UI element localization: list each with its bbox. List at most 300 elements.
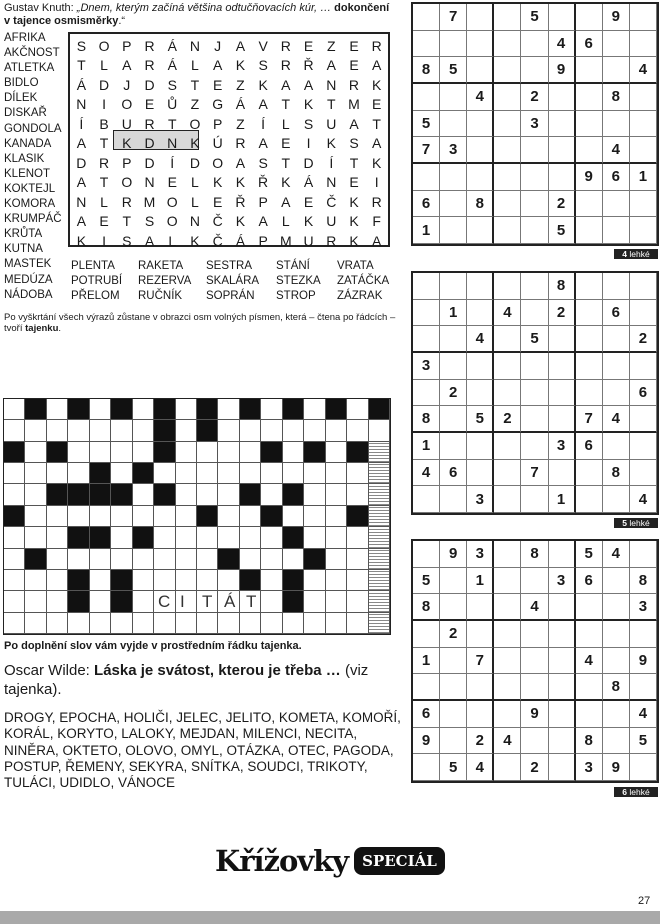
- sudoku-cell[interactable]: [494, 111, 521, 138]
- crossword-cell[interactable]: [154, 484, 175, 505]
- sudoku-cell[interactable]: [467, 380, 494, 407]
- sudoku-cell[interactable]: [603, 217, 630, 244]
- sudoku-cell[interactable]: [440, 191, 467, 218]
- sudoku-cell[interactable]: 8: [413, 57, 440, 84]
- crossword-cell[interactable]: [47, 506, 68, 527]
- sudoku-cell[interactable]: 4: [630, 57, 657, 84]
- sudoku-cell[interactable]: [494, 84, 521, 111]
- sudoku-cell[interactable]: 5: [440, 57, 467, 84]
- sudoku-cell[interactable]: [521, 273, 548, 300]
- crossword-cell[interactable]: [369, 484, 390, 505]
- crossword-cell[interactable]: [68, 613, 89, 634]
- crossword-cell[interactable]: [90, 613, 111, 634]
- crossword-cell[interactable]: [326, 570, 347, 591]
- sudoku-cell[interactable]: [413, 4, 440, 31]
- crossword-cell[interactable]: [369, 527, 390, 548]
- sudoku-cell[interactable]: [494, 621, 521, 648]
- sudoku-cell[interactable]: [521, 674, 548, 701]
- crossword-cell[interactable]: [133, 506, 154, 527]
- crossword-cell[interactable]: [347, 527, 368, 548]
- sudoku-cell[interactable]: [440, 406, 467, 433]
- sudoku-cell[interactable]: 6: [440, 460, 467, 487]
- crossword-cell[interactable]: [240, 442, 261, 463]
- crossword-cell[interactable]: [369, 463, 390, 484]
- sudoku-cell[interactable]: [549, 353, 576, 380]
- sudoku-cell[interactable]: 3: [576, 754, 603, 781]
- sudoku-cell[interactable]: [521, 728, 548, 755]
- sudoku-cell[interactable]: [630, 433, 657, 460]
- crossword-cell[interactable]: [154, 570, 175, 591]
- sudoku-cell[interactable]: [630, 4, 657, 31]
- sudoku-cell[interactable]: [576, 300, 603, 327]
- crossword-cell[interactable]: [261, 570, 282, 591]
- crossword-cell[interactable]: [47, 442, 68, 463]
- crossword-cell[interactable]: [240, 463, 261, 484]
- sudoku-cell[interactable]: [413, 380, 440, 407]
- sudoku-cell[interactable]: [576, 380, 603, 407]
- sudoku-cell[interactable]: [494, 353, 521, 380]
- sudoku-cell[interactable]: [467, 57, 494, 84]
- sudoku-cell[interactable]: 4: [494, 728, 521, 755]
- sudoku-cell[interactable]: [494, 191, 521, 218]
- sudoku-cell[interactable]: [467, 621, 494, 648]
- sudoku-cell[interactable]: 5: [413, 568, 440, 595]
- crossword-cell[interactable]: [369, 506, 390, 527]
- sudoku-cell[interactable]: [576, 137, 603, 164]
- sudoku-cell[interactable]: [630, 674, 657, 701]
- sudoku-cell[interactable]: [576, 701, 603, 728]
- crossword-cell[interactable]: [25, 484, 46, 505]
- sudoku-cell[interactable]: 3: [467, 541, 494, 568]
- sudoku-cell[interactable]: [521, 486, 548, 513]
- crossword-cell[interactable]: [304, 484, 325, 505]
- crossword-cell[interactable]: [304, 613, 325, 634]
- sudoku-cell[interactable]: 2: [521, 84, 548, 111]
- crossword-cell[interactable]: [68, 527, 89, 548]
- sudoku-cell[interactable]: [440, 486, 467, 513]
- sudoku-cell[interactable]: [576, 353, 603, 380]
- crossword-cell[interactable]: [326, 549, 347, 570]
- sudoku-cell[interactable]: 5: [413, 111, 440, 138]
- sudoku-cell[interactable]: 2: [494, 406, 521, 433]
- sudoku-cell[interactable]: 9: [576, 164, 603, 191]
- sudoku-cell[interactable]: [440, 594, 467, 621]
- sudoku-cell[interactable]: 4: [603, 137, 630, 164]
- sudoku-cell[interactable]: [521, 300, 548, 327]
- sudoku-cell[interactable]: [549, 460, 576, 487]
- crossword-cell[interactable]: [154, 506, 175, 527]
- sudoku-cell[interactable]: [494, 486, 521, 513]
- crossword-cell[interactable]: [369, 399, 390, 420]
- crossword-cell[interactable]: [25, 591, 46, 612]
- sudoku-cell[interactable]: [494, 273, 521, 300]
- sudoku-cell[interactable]: [549, 406, 576, 433]
- crossword-cell[interactable]: [90, 463, 111, 484]
- sudoku-cell[interactable]: 9: [413, 728, 440, 755]
- sudoku-cell[interactable]: [576, 191, 603, 218]
- crossword-cell[interactable]: [176, 399, 197, 420]
- crossword-cell[interactable]: [176, 484, 197, 505]
- sudoku-cell[interactable]: 7: [413, 137, 440, 164]
- sudoku-cell[interactable]: [440, 326, 467, 353]
- sudoku-cell[interactable]: [494, 4, 521, 31]
- crossword-cell[interactable]: [347, 442, 368, 463]
- crossword-cell[interactable]: [218, 484, 239, 505]
- sudoku-cell[interactable]: 8: [603, 460, 630, 487]
- sudoku-cell[interactable]: 6: [576, 31, 603, 58]
- sudoku-cell[interactable]: 7: [576, 406, 603, 433]
- sudoku-cell[interactable]: [549, 164, 576, 191]
- crossword-cell[interactable]: [326, 442, 347, 463]
- sudoku-cell[interactable]: [494, 137, 521, 164]
- sudoku-cell[interactable]: [603, 273, 630, 300]
- crossword-cell[interactable]: [326, 527, 347, 548]
- sudoku-cell[interactable]: [413, 300, 440, 327]
- sudoku-cell[interactable]: [440, 674, 467, 701]
- crossword-cell[interactable]: [240, 613, 261, 634]
- sudoku-cell[interactable]: [413, 164, 440, 191]
- crossword-cell[interactable]: [240, 527, 261, 548]
- sudoku-cell[interactable]: [521, 31, 548, 58]
- crossword-cell[interactable]: [218, 613, 239, 634]
- sudoku-cell[interactable]: [440, 648, 467, 675]
- sudoku-cell[interactable]: [576, 621, 603, 648]
- sudoku-cell[interactable]: 4: [576, 648, 603, 675]
- sudoku-cell[interactable]: [549, 84, 576, 111]
- crossword-cell[interactable]: [218, 527, 239, 548]
- sudoku-cell[interactable]: 7: [521, 460, 548, 487]
- sudoku-cell[interactable]: 4: [467, 754, 494, 781]
- sudoku-cell[interactable]: 1: [630, 164, 657, 191]
- sudoku-cell[interactable]: [630, 31, 657, 58]
- crossword-cell[interactable]: [369, 420, 390, 441]
- crossword-cell[interactable]: [261, 484, 282, 505]
- sudoku-cell[interactable]: [603, 433, 630, 460]
- crossword-cell[interactable]: [197, 549, 218, 570]
- sudoku-cell[interactable]: 1: [440, 300, 467, 327]
- sudoku-cell[interactable]: 2: [521, 754, 548, 781]
- crossword-cell[interactable]: [326, 484, 347, 505]
- crossword-cell[interactable]: [369, 613, 390, 634]
- crossword-cell[interactable]: [218, 549, 239, 570]
- sudoku-cell[interactable]: 1: [413, 648, 440, 675]
- crossword-cell[interactable]: [347, 463, 368, 484]
- sudoku-cell[interactable]: [603, 31, 630, 58]
- sudoku-cell[interactable]: [630, 137, 657, 164]
- sudoku-cell[interactable]: [440, 353, 467, 380]
- sudoku-cell[interactable]: [630, 406, 657, 433]
- crossword-cell[interactable]: [218, 442, 239, 463]
- sudoku-cell[interactable]: [413, 621, 440, 648]
- crossword-cell[interactable]: [218, 420, 239, 441]
- sudoku-cell[interactable]: [576, 217, 603, 244]
- crossword-cell[interactable]: [90, 506, 111, 527]
- sudoku-cell[interactable]: 5: [467, 406, 494, 433]
- sudoku-cell[interactable]: 5: [549, 217, 576, 244]
- sudoku-cell[interactable]: 8: [549, 273, 576, 300]
- sudoku-cell[interactable]: 3: [549, 433, 576, 460]
- sudoku-cell[interactable]: [467, 701, 494, 728]
- sudoku-cell[interactable]: 4: [630, 486, 657, 513]
- crossword-cell[interactable]: [369, 591, 390, 612]
- sudoku-cell[interactable]: [603, 111, 630, 138]
- sudoku-cell[interactable]: 8: [521, 541, 548, 568]
- crossword-cell[interactable]: [197, 399, 218, 420]
- sudoku-cell[interactable]: 6: [603, 164, 630, 191]
- sudoku-cell[interactable]: [494, 568, 521, 595]
- crossword-cell[interactable]: [4, 463, 25, 484]
- sudoku-cell[interactable]: [603, 568, 630, 595]
- crossword-cell[interactable]: [261, 506, 282, 527]
- crossword-cell[interactable]: [68, 591, 89, 612]
- sudoku-cell[interactable]: 3: [521, 111, 548, 138]
- sudoku-cell[interactable]: [549, 326, 576, 353]
- sudoku-cell[interactable]: [413, 84, 440, 111]
- crossword-cell[interactable]: [25, 506, 46, 527]
- sudoku-cell[interactable]: 4: [630, 701, 657, 728]
- crossword-cell[interactable]: [283, 591, 304, 612]
- sudoku-cell[interactable]: [603, 594, 630, 621]
- sudoku-cell[interactable]: [549, 648, 576, 675]
- sudoku-cell[interactable]: 2: [549, 300, 576, 327]
- sudoku-cell[interactable]: 5: [521, 4, 548, 31]
- sudoku-cell[interactable]: [494, 674, 521, 701]
- sudoku-cell[interactable]: [603, 326, 630, 353]
- sudoku-cell[interactable]: [494, 326, 521, 353]
- sudoku-cell[interactable]: 8: [413, 406, 440, 433]
- crossword-cell[interactable]: [111, 613, 132, 634]
- crossword-cell[interactable]: [4, 613, 25, 634]
- sudoku-cell[interactable]: [521, 433, 548, 460]
- crossword-cell[interactable]: [133, 399, 154, 420]
- crossword-cell[interactable]: [111, 549, 132, 570]
- crossword-cell[interactable]: [197, 442, 218, 463]
- crossword-cell[interactable]: [4, 549, 25, 570]
- crossword-cell[interactable]: [133, 484, 154, 505]
- crossword-cell[interactable]: [111, 591, 132, 612]
- crossword-cell[interactable]: [47, 527, 68, 548]
- crossword-cell[interactable]: [283, 420, 304, 441]
- crossword-cell[interactable]: [68, 549, 89, 570]
- sudoku-cell[interactable]: [630, 273, 657, 300]
- crossword-cell[interactable]: [197, 463, 218, 484]
- crossword-cell[interactable]: [240, 506, 261, 527]
- sudoku-cell[interactable]: [440, 31, 467, 58]
- crossword-cell[interactable]: [240, 420, 261, 441]
- crossword-cell[interactable]: [283, 570, 304, 591]
- crossword-cell[interactable]: [240, 549, 261, 570]
- crossword-cell[interactable]: [326, 591, 347, 612]
- sudoku-cell[interactable]: [603, 648, 630, 675]
- crossword-cell[interactable]: [176, 506, 197, 527]
- sudoku-cell[interactable]: 8: [576, 728, 603, 755]
- crossword-cell[interactable]: [261, 420, 282, 441]
- crossword-cell[interactable]: [47, 420, 68, 441]
- crossword-cell[interactable]: [240, 484, 261, 505]
- sudoku-cell[interactable]: [576, 594, 603, 621]
- crossword-cell[interactable]: [176, 420, 197, 441]
- crossword-cell[interactable]: [68, 399, 89, 420]
- sudoku-cell[interactable]: 8: [630, 568, 657, 595]
- sudoku-cell[interactable]: 6: [413, 701, 440, 728]
- crossword-cell[interactable]: [304, 506, 325, 527]
- crossword-cell[interactable]: [154, 399, 175, 420]
- sudoku-cell[interactable]: [467, 433, 494, 460]
- sudoku-cell[interactable]: [413, 31, 440, 58]
- crossword-cell[interactable]: [261, 549, 282, 570]
- crossword-cell[interactable]: [347, 570, 368, 591]
- sudoku-cell[interactable]: 2: [467, 728, 494, 755]
- crossword-cell[interactable]: [304, 549, 325, 570]
- sudoku-cell[interactable]: 9: [630, 648, 657, 675]
- sudoku-cell[interactable]: [549, 621, 576, 648]
- crossword-cell[interactable]: [25, 527, 46, 548]
- sudoku-cell[interactable]: 4: [603, 406, 630, 433]
- crossword-cell[interactable]: [4, 591, 25, 612]
- sudoku-cell[interactable]: [603, 486, 630, 513]
- crossword-cell[interactable]: [197, 420, 218, 441]
- sudoku-cell[interactable]: 5: [576, 541, 603, 568]
- sudoku-cell[interactable]: 2: [440, 380, 467, 407]
- sudoku-cell[interactable]: 4: [521, 594, 548, 621]
- sudoku-cell[interactable]: [467, 4, 494, 31]
- sudoku-cell[interactable]: [440, 164, 467, 191]
- sudoku-cell[interactable]: 9: [603, 754, 630, 781]
- sudoku-cell[interactable]: 5: [521, 326, 548, 353]
- crossword-cell[interactable]: [197, 613, 218, 634]
- sudoku-cell[interactable]: 3: [413, 353, 440, 380]
- sudoku-cell[interactable]: [521, 164, 548, 191]
- crossword-cell[interactable]: [197, 527, 218, 548]
- crossword-cell[interactable]: [111, 570, 132, 591]
- crossword-cell[interactable]: [218, 570, 239, 591]
- crossword-cell[interactable]: [4, 442, 25, 463]
- sudoku-cell[interactable]: [549, 111, 576, 138]
- crossword-cell[interactable]: [240, 570, 261, 591]
- sudoku-cell[interactable]: [603, 353, 630, 380]
- sudoku-cell[interactable]: [467, 31, 494, 58]
- crossword-cell[interactable]: [68, 570, 89, 591]
- crossword-cell[interactable]: [304, 527, 325, 548]
- sudoku-cell[interactable]: 9: [440, 541, 467, 568]
- crossword-cell[interactable]: [304, 591, 325, 612]
- crossword-cell[interactable]: [304, 463, 325, 484]
- crossword-cell[interactable]: [133, 549, 154, 570]
- sudoku-cell[interactable]: [467, 217, 494, 244]
- crossword-cell[interactable]: [283, 506, 304, 527]
- sudoku-cell[interactable]: [630, 300, 657, 327]
- crossword-cell[interactable]: [261, 463, 282, 484]
- crossword-cell[interactable]: [283, 442, 304, 463]
- crossword-cell[interactable]: [90, 399, 111, 420]
- crossword-cell[interactable]: [176, 549, 197, 570]
- sudoku-cell[interactable]: 4: [467, 326, 494, 353]
- crossword-cell[interactable]: [47, 570, 68, 591]
- crossword-cell[interactable]: [154, 463, 175, 484]
- sudoku-cell[interactable]: [576, 486, 603, 513]
- sudoku-cell[interactable]: [521, 57, 548, 84]
- sudoku-cell[interactable]: 6: [413, 191, 440, 218]
- crossword-cell[interactable]: [47, 399, 68, 420]
- crossword-cell[interactable]: [90, 570, 111, 591]
- crossword-cell[interactable]: [68, 506, 89, 527]
- sudoku-cell[interactable]: 9: [521, 701, 548, 728]
- sudoku-cell[interactable]: [603, 621, 630, 648]
- crossword-cell[interactable]: [326, 420, 347, 441]
- crossword-cell[interactable]: [154, 613, 175, 634]
- sudoku-cell[interactable]: [630, 353, 657, 380]
- crossword-cell[interactable]: [47, 549, 68, 570]
- sudoku-cell[interactable]: 1: [413, 433, 440, 460]
- sudoku-cell[interactable]: [521, 217, 548, 244]
- sudoku-cell[interactable]: [413, 541, 440, 568]
- crossword-cell[interactable]: [326, 613, 347, 634]
- sudoku-cell[interactable]: 3: [549, 568, 576, 595]
- crossword-cell[interactable]: [176, 527, 197, 548]
- sudoku-cell[interactable]: 5: [440, 754, 467, 781]
- sudoku-cell[interactable]: 8: [603, 84, 630, 111]
- crossword-cell[interactable]: [304, 570, 325, 591]
- crossword-cell[interactable]: [261, 613, 282, 634]
- sudoku-cell[interactable]: [467, 111, 494, 138]
- crossword-cell[interactable]: [133, 442, 154, 463]
- sudoku-cell[interactable]: [521, 191, 548, 218]
- sudoku-cell[interactable]: 3: [630, 594, 657, 621]
- sudoku-cell[interactable]: [630, 217, 657, 244]
- sudoku-cell[interactable]: 8: [413, 594, 440, 621]
- sudoku-cell[interactable]: [630, 191, 657, 218]
- sudoku-cell[interactable]: [467, 594, 494, 621]
- crossword-cell[interactable]: [25, 613, 46, 634]
- sudoku-cell[interactable]: [494, 164, 521, 191]
- crossword-cell[interactable]: [218, 399, 239, 420]
- sudoku-cell[interactable]: [521, 137, 548, 164]
- sudoku-cell[interactable]: [576, 326, 603, 353]
- sudoku-cell[interactable]: [630, 111, 657, 138]
- crossword-cell[interactable]: [283, 484, 304, 505]
- sudoku-cell[interactable]: [630, 621, 657, 648]
- sudoku-cell[interactable]: 2: [440, 621, 467, 648]
- crossword-cell[interactable]: [283, 549, 304, 570]
- crossword-cell[interactable]: [47, 613, 68, 634]
- sudoku-cell[interactable]: [603, 728, 630, 755]
- sudoku-cell[interactable]: 8: [603, 674, 630, 701]
- crossword-cell[interactable]: [197, 484, 218, 505]
- sudoku-cell[interactable]: 9: [549, 57, 576, 84]
- sudoku-cell[interactable]: [549, 728, 576, 755]
- sudoku-cell[interactable]: [576, 4, 603, 31]
- crossword-cell[interactable]: [176, 442, 197, 463]
- sudoku-cell[interactable]: [440, 111, 467, 138]
- sudoku-cell[interactable]: [630, 754, 657, 781]
- sudoku-cell[interactable]: 2: [549, 191, 576, 218]
- crossword-cell[interactable]: [369, 570, 390, 591]
- crossword-cell[interactable]: [4, 527, 25, 548]
- sudoku-cell[interactable]: [494, 594, 521, 621]
- sudoku-cell[interactable]: [630, 460, 657, 487]
- crossword-cell[interactable]: [68, 420, 89, 441]
- crossword-cell[interactable]: [90, 442, 111, 463]
- sudoku-cell[interactable]: [467, 460, 494, 487]
- crossword-cell[interactable]: [347, 591, 368, 612]
- sudoku-cell[interactable]: [521, 648, 548, 675]
- crossword-cell[interactable]: [326, 463, 347, 484]
- sudoku-cell[interactable]: 7: [467, 648, 494, 675]
- sudoku-cell[interactable]: [576, 84, 603, 111]
- crossword-cell[interactable]: [347, 399, 368, 420]
- crossword-cell[interactable]: [111, 506, 132, 527]
- sudoku-cell[interactable]: [413, 674, 440, 701]
